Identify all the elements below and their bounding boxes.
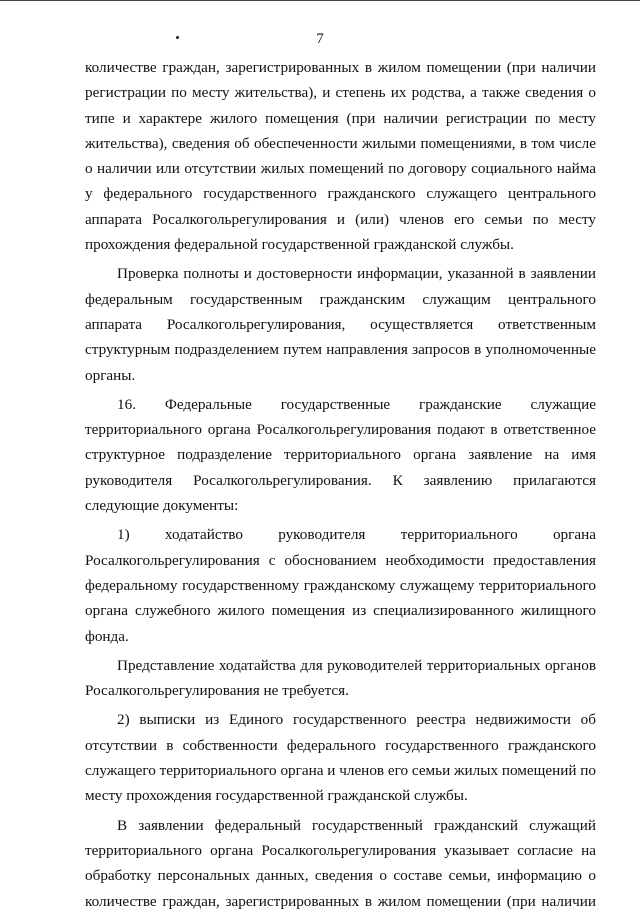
body-text	[85, 55, 596, 914]
paragraph-petition-note: Представление ходатайства для руководителей территориальных органов Росалкогольрегулирования не требуется.	[85, 656, 596, 700]
paragraph-verification: Проверка полноты и достоверности информации, указанной в заявлении федеральным государственным гражданским служащим центрального аппарата Росалкогольрегулирования, осуществляется ответственным структурным подразделением путем направления запросов в уполномоченные органы.	[85, 265, 596, 384]
paragraph-application-content: В заявлении федеральный государственный гражданский служащий территориального органа Росалкогольрегулирования указывает согласие на обработку персональных данных, сведения о составе семьи, информацию о количестве граждан, зарегистрированных в жилом помещении (при наличии	[85, 816, 596, 910]
page-number: 7	[316, 31, 324, 47]
top-edge-line	[0, 0, 640, 1]
paragraph-subitem-2: 2) выписки из Единого государственного реестра недвижимости об отсутствии в собственности федерального государственного гражданского служащего территориального органа и членов его семьи жилых помещений по месту прохождения государственной гражданской службы.	[85, 711, 596, 805]
paragraph-subitem-1: 1) ходатайство руководителя территориального органа Росалкогольрегулирования с обоснованием необходимости предоставления федеральному государственному гражданскому служащему территориального органа служебного жилого помещения из специализированного жилищного фонда.	[85, 526, 596, 645]
paragraph-item-16: 16. Федеральные государственные гражданские служащие территориального органа Росалкогольрегулирования подают в ответственное структурное подразделение территориального органа заявление на имя руководителя Росалкогольрегулирования. К заявлению прилагаются следующие документы:	[85, 395, 596, 515]
paragraph-continuation: количестве граждан, зарегистрированных в жилом помещении (при наличии регистрации по месту жительства), и степень их родства, а также сведения о типе и характере жилого помещения (при наличии регистрации по месту жительства), сведения об обеспеченности жилыми помещениями, в том числе о наличии или отсутствии жилых помещений по договору социального найма у федерального государственного гражданского служащего центрального аппарата Росалкогольрегулирования и (или) членов его семьи по месту прохождения федеральной государственной гражданской службы.	[85, 59, 596, 254]
